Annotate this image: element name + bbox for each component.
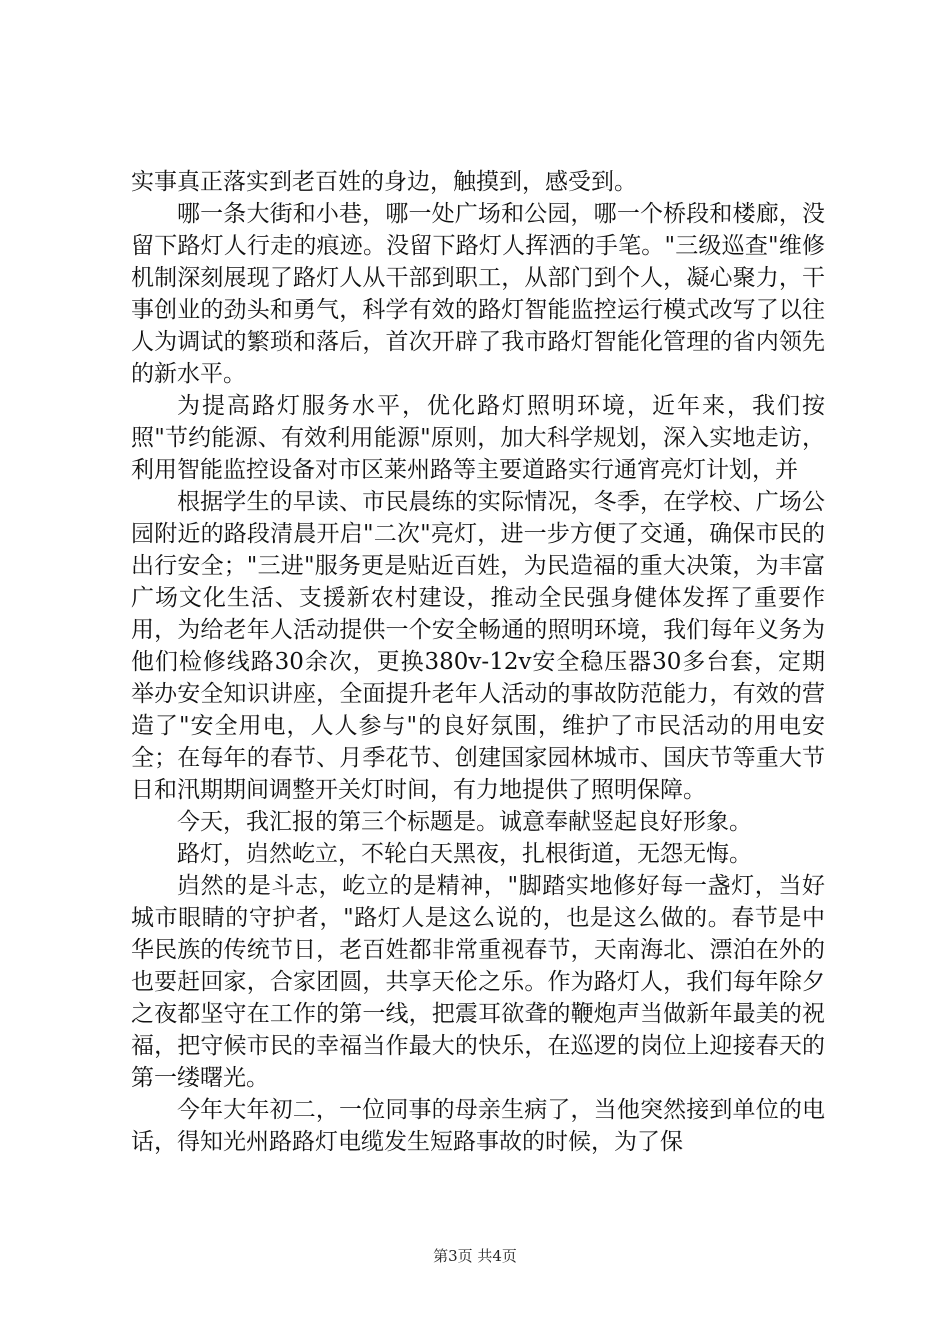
paragraph-7: 岿然的是斗志，屹立的是精神，"脚踏实地修好每一盏灯，当好城市眼睛的守护者，"路灯人是这么说的，也是这么做的。春节是中华民族的传统节日，老百姓都非常重视春节，天南海北、漂泊在外的也要赶回家，合家团圆，共享天伦之乐。作为路灯人，我们每年除夕之夜都坚守在工作的第一线，把震耳欲聋的鞭炮声当做新年最美的祝福，把守候市民的幸福当作最大的快乐，在巡逻的岗位上迎接春天的第一缕曙光。 [131, 873, 825, 1091]
paragraph-2: 哪一条大街和小巷，哪一处广场和公园，哪一个桥段和楼廊，没留下路灯人行走的痕迹。没留下路灯人挥洒的手笔。"三级巡查"维修机制深刻展现了路灯人从干部到职工，从部门到个人，凝心聚力，干事创业的劲头和勇气，科学有效的路灯智能监控运行模式改写了以往人为调试的繁琐和落后，首次开辟了我市路灯智能化管理的省内领先的新水平。 [131, 201, 825, 387]
paragraph-3: 为提高路灯服务水平，优化路灯照明环境，近年来，我们按照"节约能源、有效利用能源"原则，加大科学规划，深入实地走访，利用智能监控设备对市区莱州路等主要道路实行通宵亮灯计划，并 [131, 393, 825, 483]
paragraph-4: 根据学生的早读、市民晨练的实际情况，冬季，在学校、广场公园附近的路段清晨开启"二次"亮灯，进一步方便了交通，确保市民的出行安全；"三进"服务更是贴近百姓，为民造福的重大决策，为丰富广场文化生活、支援新农村建设，推动全民强身健体发挥了重要作用，为给老年人活动提供一个安全畅通的照明环境，我们每年义务为他们检修线路30余次，更换380v-12v安全稳压器30多台套，定期举办安全知识讲座，全面提升老年人活动的事故防范能力，有效的营造了"安全用电，人人参与"的良好氛围，维护了市民活动的用电安全；在每年的春节、月季花节、创建国家园林城市、国庆节等重大节日和汛期期间调整开关灯时间，有力地提供了照明保障。 [131, 489, 825, 803]
paragraph-1: 实事真正落实到老百姓的身边，触摸到，感受到。 [131, 169, 637, 195]
paragraph-5: 今天，我汇报的第三个标题是。诚意奉献竖起良好形象。 [177, 809, 752, 835]
document-body [131, 166, 825, 1158]
paragraph-6: 路灯，岿然屹立，不轮白天黑夜，扎根街道，无怨无悔。 [177, 841, 752, 867]
paragraph-8: 今年大年初二，一位同事的母亲生病了，当他突然接到单位的电话，得知光州路路灯电缆发生短路事故的时候，为了保 [131, 1097, 825, 1155]
page-footer: 第3页 共4页 [433, 1247, 517, 1265]
